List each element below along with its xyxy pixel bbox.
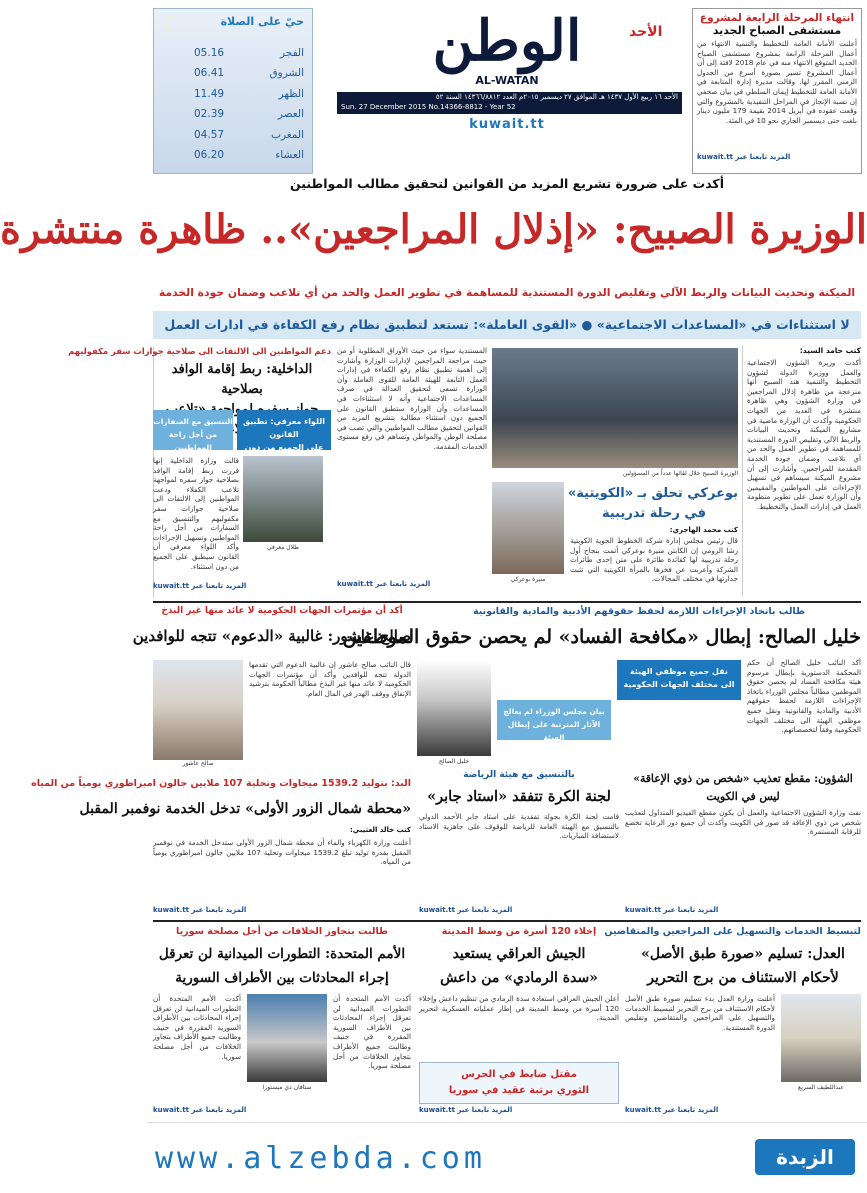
teaser-title-2: مستشفى الصباح الجديد [712,24,842,37]
salmi-box-1-line-1: نقل جميع موظفي الهيئة [630,667,728,676]
bokerki-byline: كتب محمد الهاجري: [669,526,738,534]
edition-day: الأحد [629,24,663,40]
justice-headline [625,942,861,990]
lead-photo-caption: الوزيرة الصبيح خلال لقائها عدداً من المسؤولين [622,470,738,477]
interior-kicker: دعم المواطنين الى الالتفات الى صلاحية جوازات سفر مكفوليهم [68,346,331,356]
lead-byline: كتب حامد السيد: [799,346,861,355]
interior-caption: طلال معرفي [267,544,299,551]
shuon-headline: الشؤون: مقطع تعذيب «شخص من ذوي الإعاقة» ليس في الكويت [633,772,853,803]
iraq-box [419,1062,619,1104]
interior-title-1: الداخلية: ربط إقامة الوافد بصلاحية [171,362,313,397]
masthead-logo: الوطن [432,8,582,74]
sports-kicker: بالتنسيق مع هيئة الرياضة [463,770,575,780]
iraq-title-1: الجيش العراقي يستعيد [452,946,586,962]
interior-box-2-line-1: التنسيق مع السفارات [153,417,233,426]
salmi-caption: خليل الصالح [438,758,470,765]
power-headline: «محطة شمال الزور الأولى» تدخل الخدمة نوفمبر المقبل [79,801,411,817]
ashour-caption: صالح عاشور [182,760,214,767]
un-caption: ستافان دي ميستورا [262,1084,312,1091]
bokerki-title-1: بوعركي تحلق بـ «الكويتية» [567,486,738,501]
justice-kicker: لتبسيط الخدمات والتسهيل على المراجعين والمتقاضين [604,926,861,937]
salmi-box-1 [617,660,741,700]
salmi-headline: خليل الصالح: إبطال «مكافحة الفساد» لم يحصن حقوق الموظفين [342,626,861,648]
iraq-box-line-1: مقتل ضابط في الحرس [461,1069,577,1080]
shuon-body: نفت وزارة الشؤون الاجتماعية والعمل أن يكون مقطع الفيديو المتداول لتعذيب شخص من ذوي الإعاقة قد صور في الكويت وأكدت أن جميع دور الرعاية تخضع للرقابة المستمرة. [625,808,861,837]
lead-deck-bar [153,311,861,339]
lead-deck-2: لا استثناءات في «المساعدات الاجتماعية» ● «القوى العاملة»: تستعد لتطبيق نظام رفع الكفاءة في ادارات العمل [164,317,850,332]
un-title-1: الأمم المتحدة: التطورات الميدانية لن تعرقل [158,946,406,962]
prayer-row: العشاء 06.20 [194,149,304,162]
ashour-body: قال النائب صالح عاشور إن غالبية الدعوم التي تقدمها الدولة تتجه للوافدين وأكد أن مؤتمرات الجهات الحكومية لا عائد منها غير البذخ مطالباً الحكومة بترشيد الإنفاق ووقف الهدر في المال العام. [249,660,411,698]
iraq-more-link[interactable]: المزيد تابعنا عبر kuwait.tt [419,1106,513,1114]
prayer-row: الشروق 06.41 [194,67,304,80]
masthead-website[interactable]: kuwait.tt [469,117,545,132]
salmi-box-2-line-2: الآثار المترتبة على إبطال الهيئة [507,720,601,742]
power-kicker: البد: بتوليد 1539.2 ميجاوات وتحلية 107 ملايين جالون امبراطوري يومياً من المياه [31,778,411,789]
footer-bar [147,1122,867,1193]
justice-photo [781,994,861,1082]
interior-more-link[interactable]: المزيد تابعنا عبر kuwait.tt [153,582,247,590]
iraq-headline [419,942,619,990]
power-byline: كتب خالد العتيبي: [350,826,411,834]
justice-title-1: العدل: تسليم «صورة طبق الأصل» [641,946,845,962]
un-kicker: طالبت بتجاوز الخلافات من أجل مصلحة سوريا [176,926,388,937]
salmi-kicker: طالب باتخاذ الإجراءات اللازمة لحفظ حقوقهم الأدبية والمادية والقانونية [473,606,805,617]
column-divider [742,346,743,596]
un-headline [153,942,411,990]
salmi-body: أكد النائب خليل الصالح أن حكم المحكمة الدستورية بإبطال مرسوم هيئة مكافحة الفساد لم يحصن حقوق الموظفين مطالباً مجلس الوزراء باتخاذ الإجراءات اللازمة لحفظ حقوقهم الأدبية والمادية والقانونية ونقل جميع موظفي الهيئة الى مختلف الجهات الحكومية وفقاً لتخصصاتهم. [747,658,861,735]
justice-body: أعلنت وزارة العدل بدء تسليم صورة طبق الأصل لأحكام الاستئناف من برج التحرير لتبسيط الخدمات والتسهيل على المراجعين والمتقاضين وتقليص الدورة المستندية. [625,994,775,1032]
justice-more-link[interactable]: المزيد تابعنا عبر kuwait.tt [625,1106,719,1114]
un-body-b: أكدت الأمم المتحدة أن التطورات الميدانية لن تعرقل إجراء المحادثات بين الأطراف السورية المقررة في جنيف وطالبت جميع الأطراف بتجاوز الخلافات من أجل مصلحة سوريا. [153,994,241,1061]
iraq-kicker: إخلاء 120 أسرة من وسط المدينة [441,926,597,937]
footer-brand: الزبدة [776,1145,834,1169]
ashour-kicker: أكد أن مؤتمرات الجهات الحكومية لا عائد منها غير البذخ [161,606,403,616]
interior-body: قالت وزارة الداخلية إنها قررت ربط إقامة الوافد بصلاحية جواز سفره لمواجهة تلاعب الكفلاء ودعت المواطنين إلى الالتفات الى صلاحية جوازات سفر مكفوليهم والتنسيق مع السفارات من أجل راحة المواطنين وتسهيل الإجراءات وأكد اللواء معرفي أن القانون سيطبق على الجميع من دون استثناء. [153,456,239,571]
un-more-link[interactable]: المزيد تابعنا عبر kuwait.tt [153,1106,247,1114]
sports-more-link[interactable]: المزيد تابعنا عبر kuwait.tt [419,906,513,914]
interior-box-2-line-2: من أجل راحة المواطنين [168,430,218,452]
sports-body: قامت لجنة الكرة بجولة تفقدية على استاد جابر الأحمد الدولي بالتنسيق مع الهيئة العامة للرياضة للوقوف على جاهزية الاستاد لاستضافة المباريات. [419,812,619,841]
ashour-photo [153,660,243,760]
footer-brand-logo [755,1139,855,1175]
lead-column-a [747,346,861,598]
ashour-headline: صالح عاشور: غالبية «الدعوم» تتجه للوافدين [132,627,411,645]
interior-box-2 [153,410,233,450]
bokerki-title-2: في رحلة تدريبية [601,506,706,521]
iraq-box-line-2: الثوري برتبة عقيد في سوريا [448,1085,590,1096]
salmi-photo [417,660,491,756]
issue-line-en: Sun. 27 December 2015 No.14366-8812 - Year 52 [341,103,516,111]
bokerki-body: قال رئيس مجلس إدارة شركة الخطوط الجوية الكويتية رشا الرومي إن الكابتن منيرة بوعركي أتمت بنجاح أول رحلة تدريبية لها كقائدة طائرة على متن إحدى طائرات الشركة وأعربت عن فخرها بالمرأة الكويتية التي تثبت جدارتها في مختلف المجالات. [570,536,738,584]
prayer-title: حيّ على الصلاة [220,15,304,28]
section-rule [153,601,861,603]
lead-deck-1: الميكنة وتحديث البيانات والربط الآلي وتقليص الدورة المستندية للمساهمة في تطوير العمل والحد من أي تلاعب وضمان جودة الخدمة [158,286,856,299]
lead-body-b: المستندية سواء من حيث الأوراق المطلوبة أو من حيث مراجعة المراجعين لإدارات الوزارة وأشارت إلى أهمية تطبيق نظام رفع الكفاءة في إدارات العمل التابعة للهيئة العامة للقوى العاملة وأن الوزارة تسعى لتحقيق العدالة في صرف المساعدات الاجتماعية وأنه لا استثناءات في المساعدات وأن الوزارة ستطبق القانون على الجميع دون استثناء مطالبة بتشريع المزيد من القوانين لتحقيق مطالب المواطنين والتي تصب في مصلحة الوطن والمواطن وتساهم في رفع مستوى الخدمات المقدمة. [337,346,487,451]
lead-headline: الوزيرة الصبيح: «إذلال المراجعين».. ظاهرة منتشرة [0,206,867,253]
justice-caption: عبداللطيف السريع [798,1084,844,1091]
justice-title-2: لأحكام الاستئناف من برج التحرير [647,970,839,986]
bokerki-photo [492,482,564,574]
teaser-title-1: انتهاء المرحلة الرابعة لمشروع [699,12,855,24]
prayer-row: العصر 02.39 [194,108,304,121]
salmi-box-1-line-2: الى مختلف الجهات الحكومية [623,680,735,689]
lead-photo [492,348,738,468]
prayer-row: الفجر 05.16 [194,47,304,59]
issue-bar [337,92,682,114]
un-body-a: أكدت الأمم المتحدة أن التطورات الميدانية لن تعرقل إجراء المحادثات بين الأطراف السورية المقررة في جنيف وطالبت جميع الأطراف بتجاوز الخلافات من أجل مصلحة سوريا. [333,994,411,1071]
lead-more-link[interactable]: المزيد تابعنا عبر kuwait.tt [337,580,431,588]
un-title-2: إجراء المحادثات بين الأطراف السورية [175,970,389,986]
section-rule [153,920,861,922]
teaser-box [692,8,862,174]
power-more-link[interactable]: المزيد تابعنا عبر kuwait.tt [153,906,247,914]
teaser-body: أعلنت الأمانة العامة للتخطيط والتنمية الانتهاء من أعمال المرحلة الرابعة بمشروع مستشفى الصباح الجديد المتوقع الانتهاء منه في عام 2018 لافتة إلى أن أعمال المشروع تسير بصورة أسرع من الجدول الزمني المقرر لها. وقالت مديرة إدارة المتابعة في الأمانة العامة للتخطيط إيمان السلطي في بيان صحفي إن نسبة الإنجاز في المراحل التنفيذية بالمشروع والتي وقعت عقوده في أبريل 2014 بقيمة 179 مليون دينار بلغت حتى ديسمبر الجاري نحو 10 في المئة. [697,39,857,125]
salmi-box-2-line-1: بيان مجلس الوزراء لم يعالج [503,707,605,716]
prayer-list [194,43,304,165]
salmi-box-2 [497,700,611,740]
un-photo [247,994,327,1082]
iraq-title-2: «سدة الرمادي» من داعش [440,970,598,986]
masthead [347,8,677,88]
bokerki-story [492,482,738,596]
interior-box-1-line-1: اللواء معرفي: تطبيق القانون [243,417,325,439]
teaser-more-link[interactable]: المزيد تابعنا عبر kuwait.tt [697,153,791,161]
prayer-row: الظهر 11.49 [194,87,304,100]
power-body: أعلنت وزارة الكهرباء والماء أن محطة شمال الزور الأولى ستدخل الخدمة في نوفمبر المقبل بقدرة توليد تبلغ 1539.2 ميجاوات وتحلية 107 ملايين جالون امبراطوري يومياً من المياه. [153,838,411,867]
prayer-times-box [153,8,313,174]
issue-line-ar: الأحد ١٦ ربيع الأول ١٤٣٧ هـ الموافق ٢٧ ديسمبر ٢٠١٥م العدد ١٤٣٦٦/٨٨١٢ السنة ٥٢ [435,93,678,101]
shuon-more-link[interactable]: المزيد تابعنا عبر kuwait.tt [625,906,719,914]
iraq-body: أعلن الجيش العراقي استعادة سدة الرمادي من تنظيم داعش وإخلاء 120 أسرة من وسط المدينة في إطار عملياته العسكرية لتحرير المدينة. [419,994,619,1023]
crescent-icon: ☾ [162,13,182,38]
interior-photo [243,456,323,542]
lead-body-a: أكدت وزيرة الشؤون الاجتماعية والعمل ووزيرة الدولة لشؤون التخطيط والتنمية هند الصبيح أنها منزعجة من ظاهرة إذلال المراجعين في وزارة الشؤون وهي ظاهرة منتشرة في العديد من الجهات الحكومية وأكدت أن الوزارة ماضية في مشاريع الميكنة وتحديث البيانات والربط الآلي وتقليص الدورة المستندية للمساهمة في تطوير العمل والحد من أي تلاعب وضمان جودة الخدمة المقدمة للمراجعين. وأشارت إلى أن مشروع الميكنة سيساهم في تسهيل الإجراءات على المواطنين والمقيمين وأن الوزارة تعمل على تطوير منظومة العمل في إدارات العمل والتخطيط. [747,358,861,511]
interior-box-1 [237,410,331,450]
interior-box-1-line-2: على الجميع من دون [244,443,324,452]
bokerki-caption: منيرة بوعركي [510,576,546,583]
prayer-row: المغرب 04.57 [194,128,304,141]
sports-headline: لجنة الكرة تتفقد «استاد جابر» [427,788,611,805]
lead-kicker: أكدت على ضرورة تشريع المزيد من القوانين لتحقيق مطالب المواطنين [289,176,724,191]
masthead-latin: AL-WATAN [475,74,539,87]
footer-url[interactable]: www.alzebda.com [155,1141,486,1176]
